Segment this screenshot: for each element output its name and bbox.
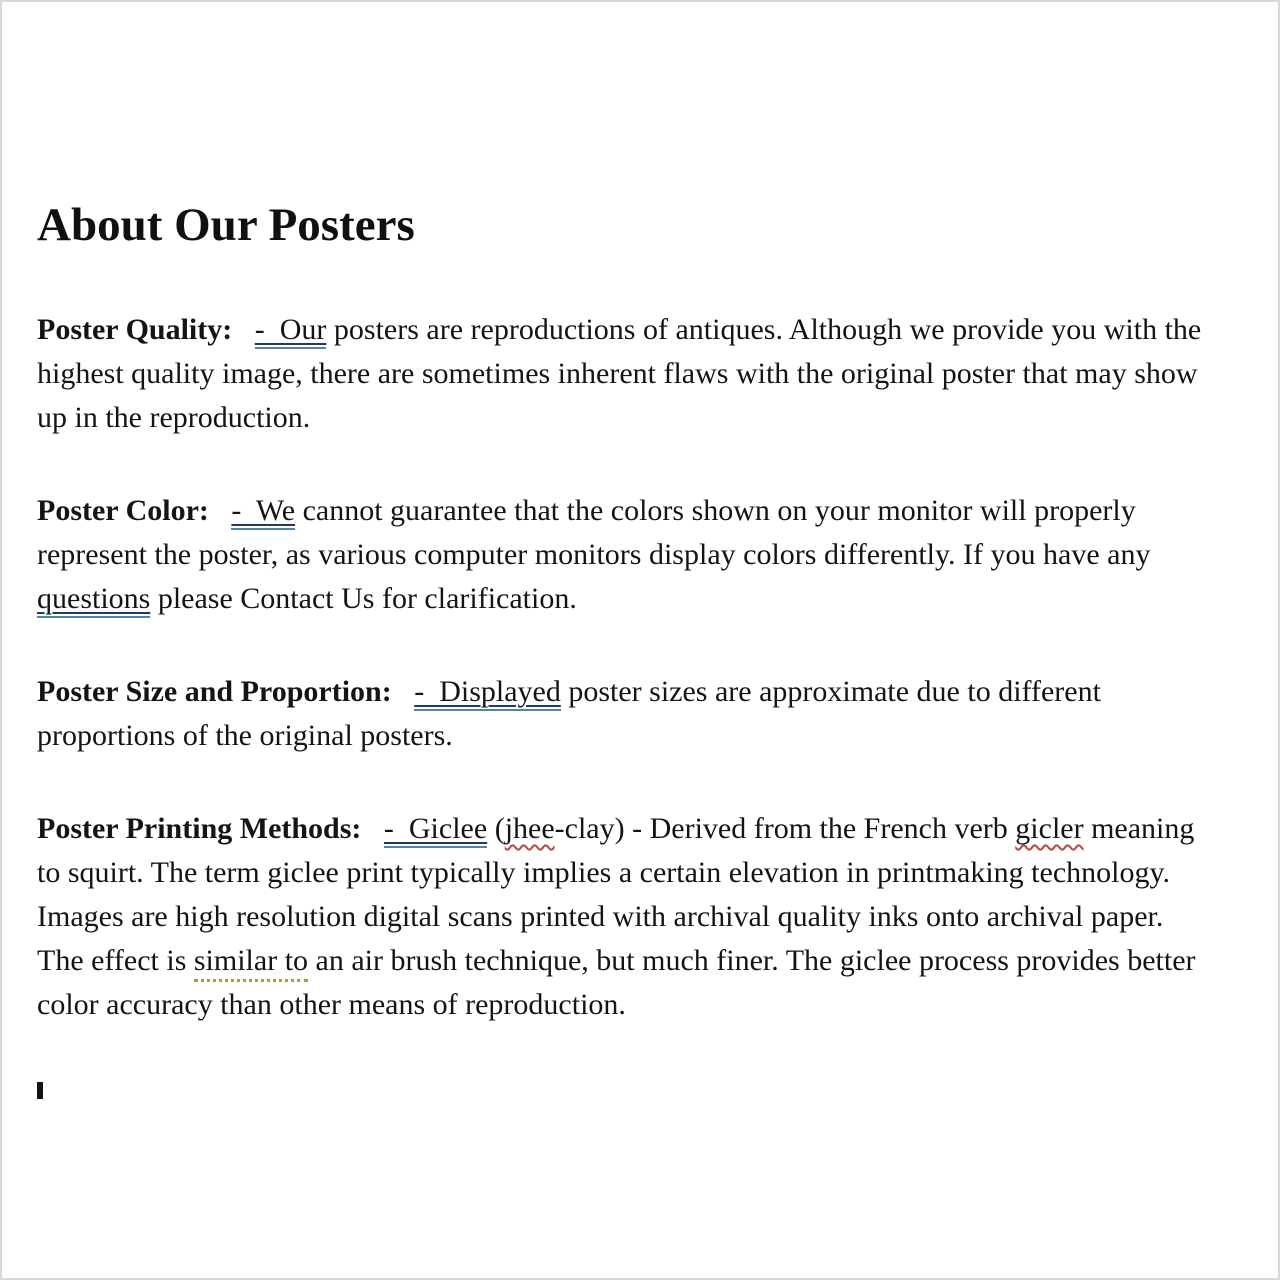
paragraph-heading: Poster Quality: — [37, 313, 233, 346]
text-run: -clay) - Derived from the French verb — [554, 812, 1016, 845]
text-run: poster sizes are approximate due to different proportions of the original posters. — [37, 675, 1109, 752]
style-suggestion-text: similar to — [194, 944, 308, 982]
paragraph-poster-printing-methods — [37, 807, 1206, 1027]
text-run: posters are reproductions of antiques. Although we provide you with the highest quality image, there are sometimes inherent flaws with the original poster that may show up in the reproduction. — [37, 313, 1209, 434]
grammar-marked-text: - We — [231, 494, 295, 530]
text-run — [392, 675, 415, 708]
document-content — [2, 2, 1278, 1027]
text-run: an air brush technique, but much finer. The giclee process provides better color accuracy than other means of reproduction. — [37, 944, 1204, 1021]
text-run: meaning to squirt. The term giclee print typically implies a certain elevation in printmaking technology. Images are high resolution digital scans printed with archival quality inks onto archival paper. The effect is — [37, 812, 1202, 977]
paragraph-poster-color — [37, 489, 1206, 621]
paragraph-heading: Poster Color: — [37, 494, 209, 527]
paragraph-heading: Poster Size and Proportion: — [37, 675, 392, 708]
grammar-marked-text: - Our — [255, 313, 327, 349]
text-run — [209, 494, 232, 527]
page-title: About Our Posters — [37, 199, 415, 251]
text-run: ( — [487, 812, 505, 845]
paragraph-poster-size-and-proportion — [37, 670, 1206, 758]
grammar-marked-text: - Displayed — [414, 675, 561, 711]
paragraph-poster-quality — [37, 308, 1209, 440]
paragraph-heading: Poster Printing Methods: — [37, 812, 362, 845]
text-cursor-mark — [37, 1082, 43, 1099]
text-run — [361, 812, 384, 845]
grammar-marked-text: - Giclee — [384, 812, 487, 848]
text-run: cannot guarantee that the colors shown on your monitor will properly represent the poster, as various computer monitors display colors differently. If you have any — [37, 494, 1158, 571]
paragraph-list — [37, 308, 1209, 1027]
misspelled-word: jhee — [504, 812, 555, 845]
grammar-marked-text: questions — [37, 582, 150, 618]
text-run: please Contact Us for clarification. — [150, 582, 577, 615]
misspelled-word: gicler — [1015, 812, 1084, 845]
text-run — [232, 313, 255, 346]
